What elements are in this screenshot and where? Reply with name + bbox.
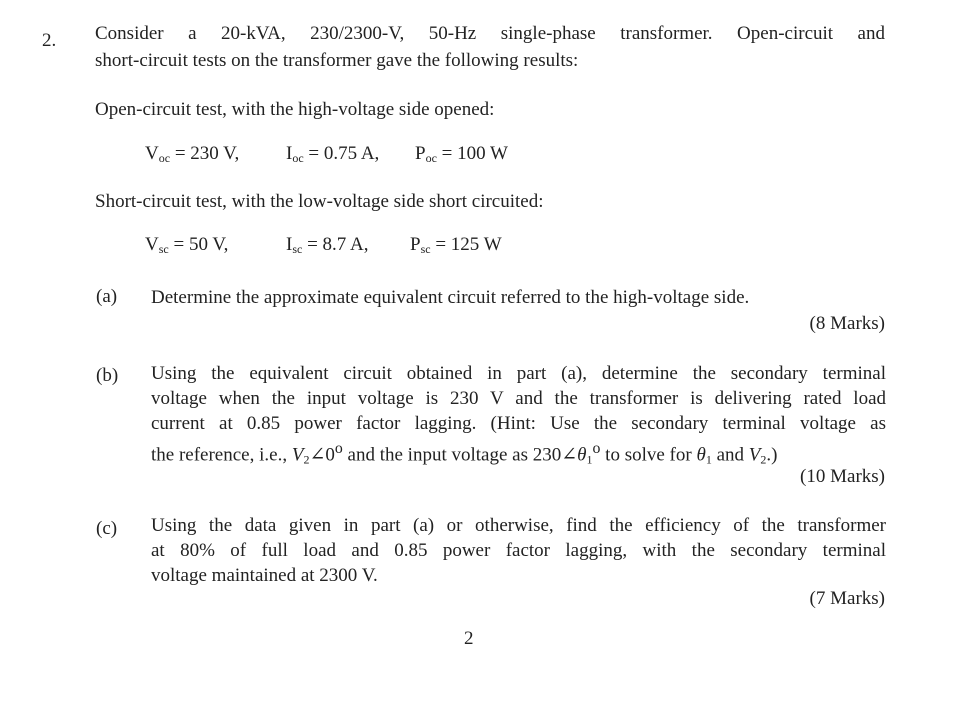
part-a-label: (a) <box>96 286 118 307</box>
part-b-text <box>151 361 886 472</box>
part-c-text <box>151 513 886 588</box>
part-b-label: (b) <box>96 365 119 386</box>
ioc-value: $I_{oc} = 0.75$ A, <box>286 143 380 165</box>
part-b-marks: (10 Marks) <box>800 466 885 487</box>
part-c-label: (c) <box>96 518 118 539</box>
question-number: 2. <box>42 30 57 51</box>
part-b-line-2: voltage when the input voltage is 230 V and the transformer is delivering rated load <box>151 388 886 409</box>
poc-value: $P_{oc} = 100$ W <box>415 143 508 165</box>
isc-value: $I_{sc} = 8.7$ A, <box>286 234 369 256</box>
part-a-marks: (8 Marks) <box>809 313 885 334</box>
intro-line-1: Consider a 20-kVA, 230/2300-V, 50-Hz single-phase transformer. Open-circuit and <box>95 23 885 44</box>
intro-line-2: short-circuit tests on the transformer gave the following results: <box>95 50 579 71</box>
part-c-marks: (7 Marks) <box>809 588 885 609</box>
part-b-line-3: current at 0.85 power factor lagging. (Hint: Use the secondary terminal voltage as <box>151 413 886 434</box>
psc-value: $P_{sc} = 125$ W <box>410 234 502 256</box>
vsc-value: $V_{sc} = 50$ V, <box>145 234 229 256</box>
part-a-line-1: Determine the approximate equivalent circuit referred to the high-voltage side. <box>151 287 750 308</box>
open-circuit-heading: Open-circuit test, with the high-voltage side opened: <box>95 99 495 120</box>
part-b-line-4: the reference, i.e., $V_2\angle 0^o$ and the input voltage as $230\angle\theta_1^o$ to solve for $\theta_1$ and $V_2$.) <box>151 440 778 467</box>
page-number: 2 <box>464 628 474 649</box>
part-c-line-2: at 80% of full load and 0.85 power factor lagging, with the secondary terminal <box>151 540 886 561</box>
part-c-line-3: voltage maintained at 2300 V. <box>151 565 378 586</box>
part-a-text <box>151 285 886 310</box>
voc-value: $V_{oc} = 230$ V, <box>145 143 240 165</box>
part-b-line-1: Using the equivalent circuit obtained in part (a), determine the secondary terminal <box>151 363 886 384</box>
part-c-line-1: Using the data given in part (a) or otherwise, find the efficiency of the transformer <box>151 515 886 536</box>
short-circuit-heading: Short-circuit test, with the low-voltage side short circuited: <box>95 191 544 212</box>
question-intro <box>95 20 885 74</box>
